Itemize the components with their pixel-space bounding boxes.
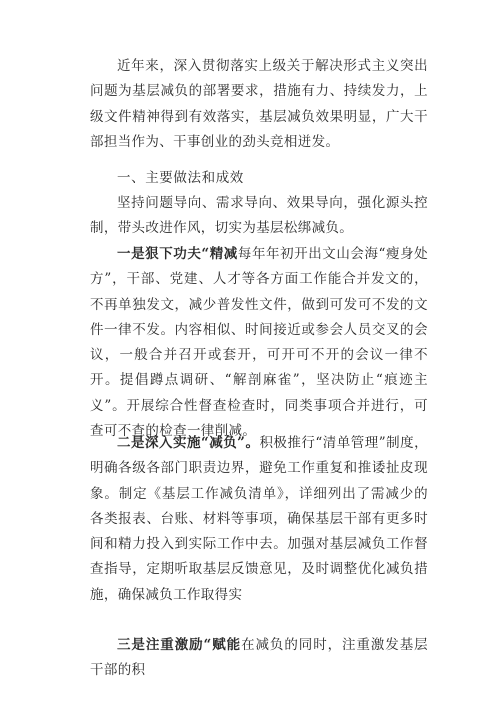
item-3-body: 在减负的同时，注重激发基层干部的积 (90, 637, 428, 679)
item-1-body: 每年年初开出文山会海“瘦身处方”，干部、党建、人才等各方面工作能合并发文的，不再单独发文，减少普发性文件，做到可发可不发的文件一律不发。内容相似、时间接近或参会人员交叉的会议，一般合并召开或套开，可开可不开的会议一律不开。提倡蹲点调研、“解剖麻雀”，坚决防止“痕迹主义”。开展综合性督查检查时，同类事项合并进行，可查可不查的检查一律削减。 (90, 246, 428, 440)
item-1-lead: 一是狠下功夫“精减 (117, 246, 238, 262)
item-paragraph-1 (90, 242, 428, 444)
item-3-lead: 三是注重激励“赋能 (117, 637, 242, 653)
item-2-body: 积极推行“清单管理”制度，明确各级各部门职责边界，避免工作重复和推诿扯皮现象。制定《基层工作减负清单》，详细列出了需减少的各类报表、台账、材料等事项，确保基层干部有更多时间和精力投入到实际工作中去。加强对基层减负工作督查指导，定期听取基层反馈意见，及时调整优化减负措施，确保减负工作取得实 (90, 435, 428, 603)
item-2-lead: 二是深入实施“减负”。 (117, 435, 260, 451)
item-paragraph-2 (90, 431, 428, 608)
section-heading: 一、主要做法和成效 (117, 170, 244, 186)
intro-paragraph: 近年来，深入贯彻落实上级关于解决形式主义突出问题为基层减负的部署要求，措施有力、持续发力，上级文件精神得到有效落实，基层减负效果明显，广大干部担当作为、干事创业的劲头竞相迸发。 (90, 58, 428, 150)
summary-paragraph: 坚持问题导向、需求导向、效果导向，强化源头控制，带头改进作风，切实为基层松绑减负。 (90, 195, 428, 237)
item-paragraph-3 (90, 633, 428, 684)
